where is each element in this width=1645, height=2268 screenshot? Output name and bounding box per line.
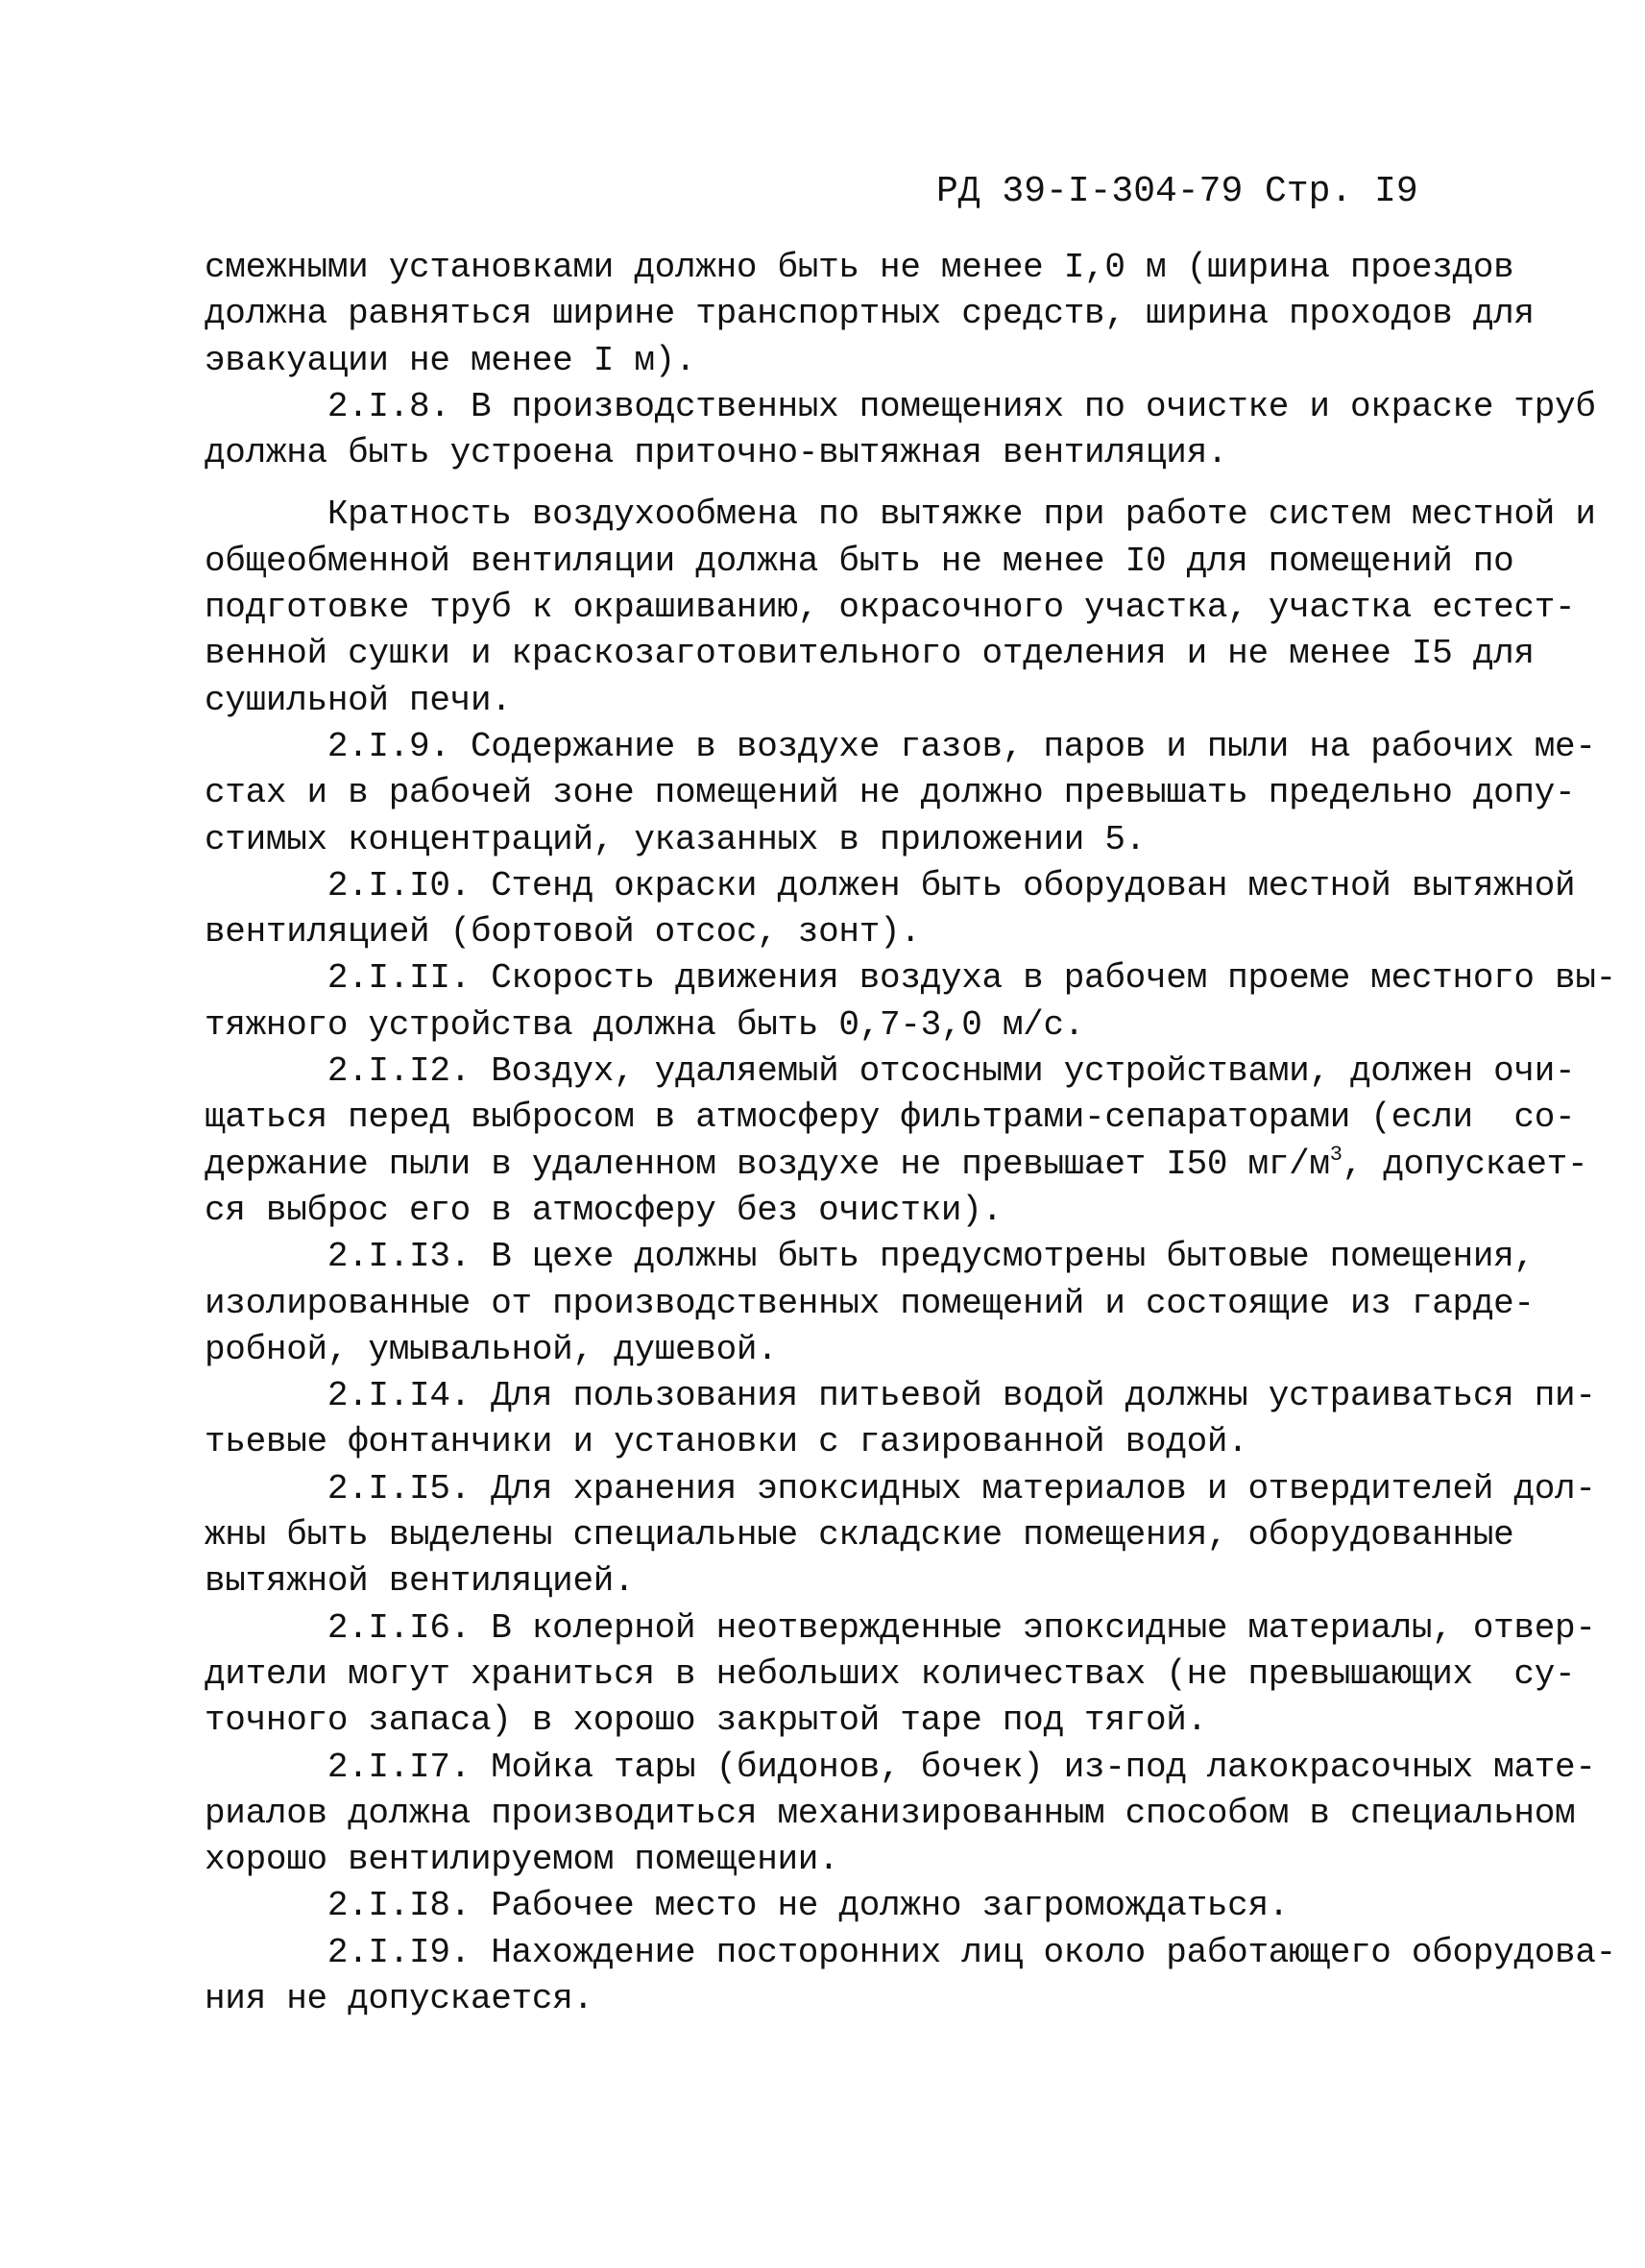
text-line: Кратность воздухообмена по вытяжке при работе систем местной и xyxy=(205,495,1596,535)
text-line: робной, умывальной, душевой. xyxy=(205,1329,778,1369)
text-line: дители могут храниться в небольших количествах (не превышающих су- xyxy=(205,1653,1576,1694)
text-line: 2.I.I2. Воздух, удаляемый отсосными устройствами, должен очи- xyxy=(205,1051,1576,1092)
text-line: венной сушки и краскозаготовительного отделения и не менее I5 для xyxy=(205,634,1535,674)
text-line: 2.I.I3. В цехе должны быть предусмотрены бытовые помещения, xyxy=(205,1237,1535,1277)
text-line: тяжного устройства должна быть 0,7-3,0 м/с. xyxy=(205,1004,1085,1045)
text-line: 2.I.8. В производственных помещениях по очистке и окраске труб xyxy=(205,386,1596,426)
text-line-part: , допускает- xyxy=(1342,1144,1588,1184)
text-line: эвакуации не менее I м). xyxy=(205,340,696,380)
text-line: 2.I.I0. Стенд окраски должен быть оборудован местной вытяжной xyxy=(205,865,1576,905)
text-line: должна равняться ширине транспортных средств, ширина проходов для xyxy=(205,294,1535,334)
text-line: ния не допускается. xyxy=(205,1978,593,2018)
text-line-with-superscript xyxy=(205,1142,1588,1188)
text-line: 2.I.I9. Нахождение посторонних лиц около работающего оборудова- xyxy=(205,1932,1616,1972)
text-line: вентиляцией (бортовой отсос, зонт). xyxy=(205,912,921,953)
text-line: ся выброс его в атмосферу без очистки). xyxy=(205,1190,1003,1230)
text-line: жны быть выделены специальные складские помещения, оборудованные xyxy=(205,1515,1514,1556)
text-line: точного запаса) в хорошо закрытой таре под тягой. xyxy=(205,1701,1207,1741)
text-line: вытяжной вентиляцией. xyxy=(205,1561,635,1602)
text-line: хорошо вентилируемом помещении. xyxy=(205,1840,839,1880)
text-line: стимых концентраций, указанных в приложении 5. xyxy=(205,819,1146,859)
text-line: тьевые фонтанчики и установки с газированной водой. xyxy=(205,1422,1248,1462)
text-line: 2.I.I7. Мойка тары (бидонов, бочек) из-под лакокрасочных мате- xyxy=(205,1747,1596,1787)
text-line: риалов должна производиться механизированным способом в специальном xyxy=(205,1793,1576,1833)
page-header: РД 39-I-304-79 Стр. I9 xyxy=(936,171,1418,212)
text-line: 2.I.I6. В колерной неотвержденные эпоксидные материалы, отвер- xyxy=(205,1607,1596,1648)
text-line: общеобменной вентиляции должна быть не менее I0 для помещений по xyxy=(205,541,1514,581)
text-line: 2.I.I8. Рабочее место не должно загромождаться. xyxy=(205,1886,1290,1926)
text-line: 2.I.I5. Для хранения эпоксидных материалов и отвердителей дол- xyxy=(205,1468,1596,1508)
text-line: 2.I.I4. Для пользования питьевой водой должны устраиваться пи- xyxy=(205,1376,1596,1416)
text-line: смежными установками должно быть не менее I,0 м (ширина проездов xyxy=(205,248,1514,287)
text-line: 2.I.9. Содержание в воздухе газов, паров и пыли на рабочих ме- xyxy=(205,726,1596,766)
text-line: стах и в рабочей зоне помещений не должно превышать предельно допу- xyxy=(205,773,1576,813)
text-line: должна быть устроена приточно-вытяжная вентиляция. xyxy=(205,433,1228,473)
text-line: щаться перед выбросом в атмосферу фильтрами-сепараторами (если со- xyxy=(205,1098,1576,1138)
text-line: подготовке труб к окрашиванию, окрасочного участка, участка естест- xyxy=(205,588,1576,628)
superscript: 3 xyxy=(1329,1142,1343,1167)
document-body xyxy=(205,245,1616,2022)
text-line-part: держание пыли в удаленном воздухе не превышает I50 мг/м xyxy=(205,1144,1330,1184)
text-line: изолированные от производственных помещений и состоящие из гарде- xyxy=(205,1283,1535,1323)
text-line: сушильной печи. xyxy=(205,680,512,720)
text-line: 2.I.II. Скорость движения воздуха в рабочем проеме местного вы- xyxy=(205,958,1616,999)
